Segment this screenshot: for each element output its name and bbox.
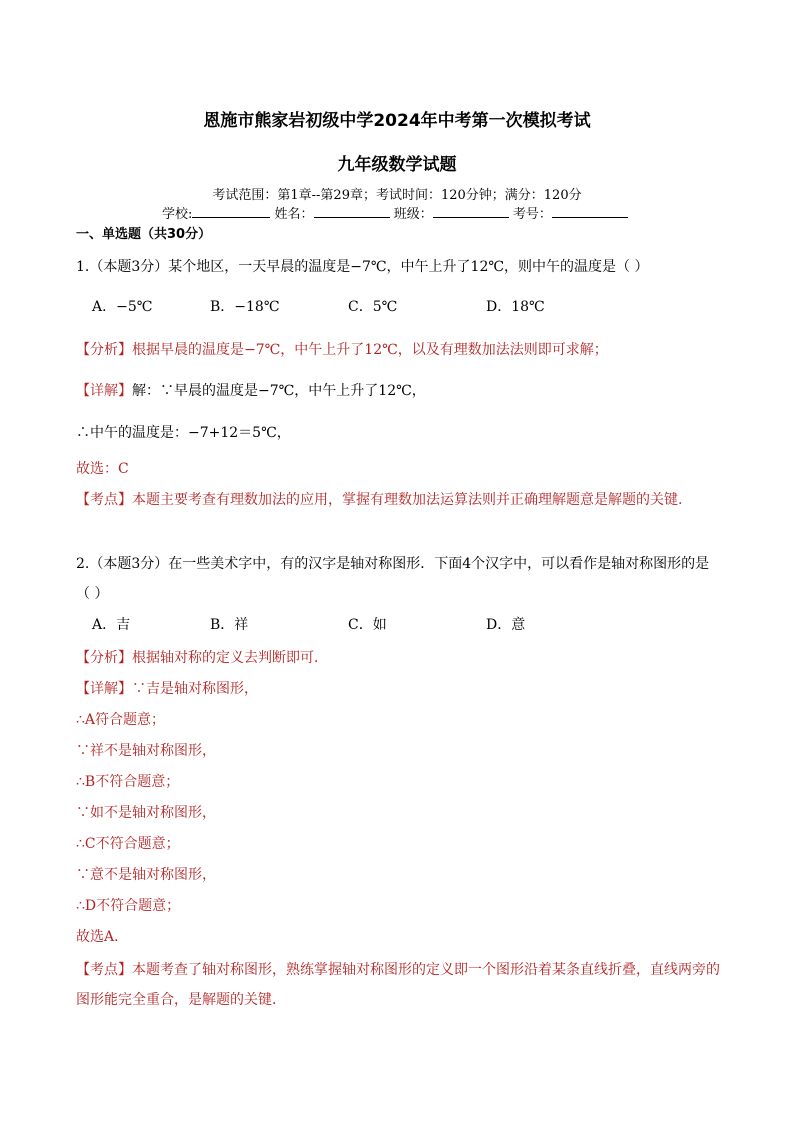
q2-step-5: ∴C不符合题意；: [76, 836, 180, 852]
q2-option-a: A．吉: [92, 617, 131, 633]
q1-answer: 故选：C: [76, 461, 129, 477]
q2-point-text-1: 本题考查了轴对称图形，熟练掌握轴对称图形的定义即一个图形沿着某条直线折叠，直线两旁的: [132, 962, 720, 978]
student-info-row: [162, 203, 628, 222]
section-heading: 一、单选题（共30分）: [76, 227, 212, 242]
school-blank[interactable]: [192, 205, 270, 218]
q1-option-d: D．18℃: [486, 299, 545, 315]
q2-point-line2: 图形能完全重合，是解题的关键．: [76, 992, 286, 1008]
id-blank[interactable]: [552, 205, 628, 218]
q1-point: [76, 489, 682, 509]
q2-step-1: ∴A符合题意；: [76, 712, 166, 728]
class-blank[interactable]: [433, 205, 509, 218]
q2-analysis: [76, 647, 328, 667]
q2-answer: 故选A．: [76, 929, 129, 945]
q1-analysis-text: 根据早晨的温度是−7℃，中午上升了12℃，以及有理数加法法则即可求解；: [132, 342, 608, 358]
class-label: 班级：: [393, 207, 433, 222]
name-blank[interactable]: [314, 205, 390, 218]
q2-analysis-text: 根据轴对称的定义去判断即可．: [132, 650, 328, 666]
q2-analysis-label: 【分析】: [76, 650, 132, 666]
q1-detail-label: 【详解】: [76, 383, 132, 399]
q2-detail-text: ∵吉是轴对称图形，: [132, 681, 258, 697]
q1-analysis-label: 【分析】: [76, 342, 132, 358]
q1-point-label: 【考点】: [76, 492, 132, 508]
q1-step: ∴中午的温度是：−7+12＝5℃，: [76, 425, 291, 441]
exam-info: 考试范围：第1章--第29章；考试时间：120分钟；满分：120分: [212, 188, 582, 203]
name-label: 姓名：: [274, 207, 314, 222]
q2-step-7: ∴D不符合题意；: [76, 898, 181, 914]
q2-option-b: B．祥: [210, 617, 249, 633]
q2-step-2: ∵祥不是轴对称图形，: [76, 743, 216, 759]
q1-detail: [76, 380, 426, 400]
q2-detail-label: 【详解】: [76, 681, 132, 697]
exam-subtitle: 九年级数学试题: [337, 155, 457, 175]
q1-stem: 1.（本题3分）某个地区，一天早晨的温度是−7℃，中午上升了12℃，则中午的温度是（ ）: [76, 259, 649, 275]
q2-option-d: D．意: [486, 617, 526, 633]
id-label: 考号：: [512, 207, 552, 222]
q2-step-4: ∵如不是轴对称图形，: [76, 805, 216, 821]
q2-detail: [76, 678, 258, 698]
q2-step-3: ∴B不符合题意；: [76, 774, 180, 790]
q2-option-c: C．如: [348, 617, 387, 633]
q1-detail-text: 解：∵早晨的温度是−7℃，中午上升了12℃，: [132, 383, 426, 399]
q2-stem-line2: （ ）: [76, 586, 109, 602]
q2-point-line1: [76, 959, 720, 979]
q1-option-a: A．−5℃: [92, 299, 153, 315]
q1-option-c: C．5℃: [348, 299, 398, 315]
q1-option-b: B．−18℃: [210, 299, 280, 315]
q2-stem-line1: 2.（本题3分）在一些美术字中，有的汉字是轴对称图形．下面4个汉字中，可以看作是轴对称图形的是: [76, 556, 710, 572]
q2-point-label: 【考点】: [76, 962, 132, 978]
q1-point-text: 本题主要考查有理数加法的应用，掌握有理数加法运算法则并正确理解题意是解题的关键.: [132, 492, 683, 508]
exam-title: 恩施市熊家岩初级中学2024年中考第一次模拟考试: [203, 111, 591, 131]
q2-step-6: ∵意不是轴对称图形，: [76, 867, 216, 883]
school-label: 学校:: [162, 207, 193, 222]
q1-analysis: [76, 339, 608, 359]
